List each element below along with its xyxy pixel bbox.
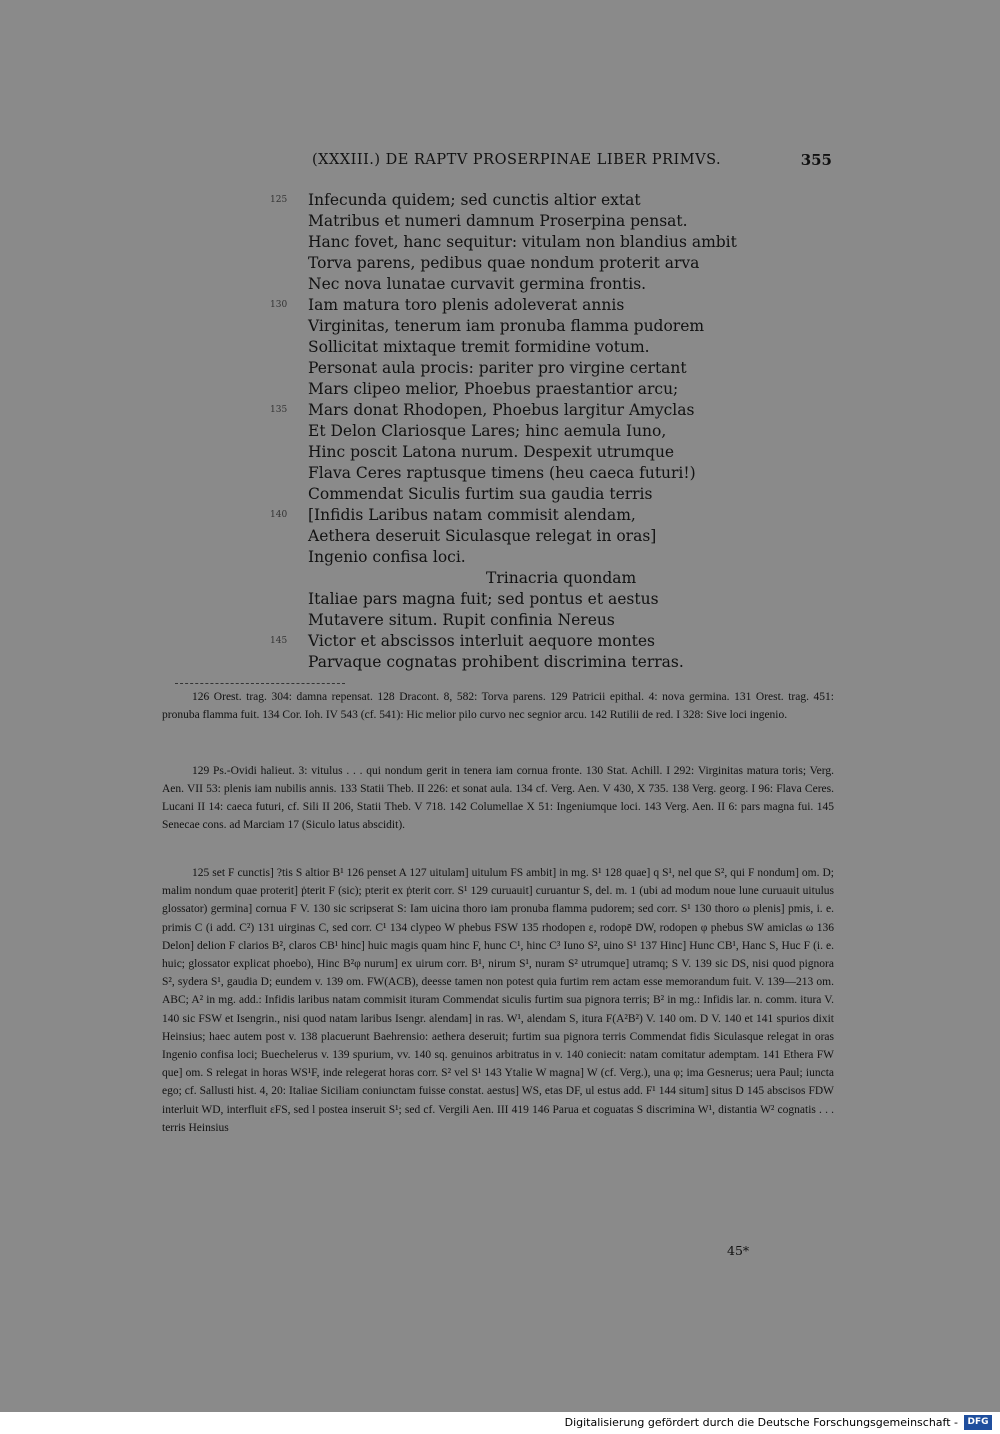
verse-line-text: Ingenio confisa loci. (308, 548, 466, 566)
verse-line-text: Et Delon Clariosque Lares; hinc aemula Iuno, (308, 422, 667, 440)
signature-mark: 45* (727, 1243, 750, 1258)
verse-text (270, 190, 830, 673)
running-title: (XXXIII.) DE RAPTV PROSERPINAE LIBER PRIMVS. (312, 152, 722, 168)
page-number: 355 (800, 151, 832, 169)
verse-line-text: Flava Ceres raptusque timens (heu caeca futuri!) (308, 464, 696, 482)
line-number: 140 (270, 510, 288, 520)
verse-line (270, 547, 830, 568)
verse-line (270, 568, 830, 589)
line-number: 130 (270, 300, 288, 310)
verse-line (270, 463, 830, 484)
verse-line (270, 442, 830, 463)
testimonia-paragraph-1: 126 Orest. trag. 304: damna repensat. 128 Dracont. 8, 582: Torva parens. 129 Patricii epithal. 4: nova germina. 131 Orest. trag. 451: pronuba flamma fuit. 134 Cor. Ioh. IV 543 (cf. 541): Hic melior pilo curvo nec segnior arcu. 142 Rutilii de red. I 328: Sive loci ingenio. (162, 691, 834, 721)
verse-line-text: Hanc fovet, hanc sequitur: vitulam non blandius ambit (308, 233, 737, 251)
verse-line-text: Mars donat Rhodopen, Phoebus largitur Amyclas (308, 401, 695, 419)
verse-line-text: [Infidis Laribus natam commisit alendam, (308, 506, 636, 524)
dfg-logo[interactable]: DFG (964, 1415, 992, 1430)
verse-line (270, 274, 830, 295)
running-header (160, 152, 832, 176)
verse-line (270, 610, 830, 631)
verse-line-text: Trinacria quondam (486, 569, 637, 587)
verse-line (270, 589, 830, 610)
verse-line-text: Sollicitat mixtaque tremit formidine votum. (308, 338, 650, 356)
verse-line (270, 232, 830, 253)
footer-bar (0, 1412, 1000, 1434)
verse-line (270, 421, 830, 442)
verse-line-text: Virginitas, tenerum iam pronuba flamma pudorem (308, 317, 705, 335)
line-number: 135 (270, 405, 288, 415)
verse-line-text: Matribus et numeri damnum Proserpina pensat. (308, 212, 688, 230)
verse-line-text: Nec nova lunatae curvavit germina frontis. (308, 275, 647, 293)
verse-line-text: Italiae pars magna fuit; sed pontus et aestus (308, 590, 659, 608)
verse-line-text: Torva parens, pedibus quae nondum proterit arva (308, 254, 700, 272)
testimonia-notes-1 (162, 688, 834, 724)
verse-line (270, 190, 830, 211)
verse-line (270, 358, 830, 379)
verse-line-text: Commendat Siculis furtim sua gaudia terris (308, 485, 653, 503)
line-number: 145 (270, 636, 288, 646)
apparatus-paragraph: 125 set F cunctis] ?tis S altior B¹ 126 penset A 127 uitulam] uitulum FS ambit] in mg. S¹ 128 quae] q S¹, nel que S², qui F nondum] om. D; malim nondum quae proterit] ṗterit F (sic); pterit ex ṗterit corr. S¹ 129 curuauit] curuantur S, del. m. 1 (ubi ad modum noue lune curuauit uitulus glossator) germina] cornua F V. 130 sic scripserat S: Iam uicina thoro iam pronuba flamma pudorem; sed corr. S¹ 130 thoro ω plenis] pmis, i. e. primis C (i add. C²) 131 uirginas C, sed corr. C¹ 134 clypeo W phebus FSW 135 rhodopen ε, rodopē DW, rodopen φ phebus SW amiclas ω 136 Delon] delion F clarios B², claros CB¹ hinc] huic magis quam hinc F, hunc C¹, hinc C³ Iuno S², uino S¹ 137 Hinc] Hunc CB¹, Hanc S, Huc F (i. e. huic; glossator explicat phoebo), Hinc B²φ nurum] ex uirum corr. B¹, nirum S¹, nuram S² utrumque] utramq; S V. 139 sic DS, nisi quod pignora S², sydera S¹, gaudia D; eundem v. 139 om. FW(ACB), deesse tamen non potest quia furtim rem actam esse memorandum fuit. V. 139—213 om. ABC; A² in mg. add.: Infidis laribus natam commisit ituram Commendat siculis furtim sua pignora terris; B² in mg.: Infidis lar. n. comm. itura V. 140 sic FSW et Isengrin., nisi quod natam laribus Isengr. alendam] in ras. W¹, alendam S, itura F(A²B²) V. 140 om. D V. 140 et 141 spurios dixit Heinsius; haec autem post v. 138 placuerunt Baehrensio: aethera deseruit; furtim sua pignora terris Commendat fidis Siculasque relegat in oras Ingenio confisa loci; Buechelerus v. 139 spurium, vv. 140 sq. genuinos arbitratus in v. 140 coniecit: natam comitatur ademptam. 141 Ethera FW que] om. S relegat in horas WS¹F, inde relegerat horas corr. S² vel S¹ 143 Ytalie W magna] W (cf. Verg.), una φ; ima Gesnerus; uera Paul; iuncta ego; cf. Sallusti hist. 4, 20: Italiae Siciliam coniunctam fuisse constat. aestus] WS, etas DF, ul estus add. F¹ 144 situm] situs D 145 abscisos FDW interluit WD, interfluit εFS, sed l postea inseruit S¹; sed cf. Vergili Aen. III 419 146 Parua et coguatas S discrimina W¹, distantia W² cognatis . . . terris Heinsius (162, 867, 834, 1134)
verse-line (270, 295, 830, 316)
footer-funding-text: Digitalisierung gefördert durch die Deutsche Forschungsgemeinschaft - (564, 1416, 958, 1429)
verse-line-text: Hinc poscit Latona nurum. Despexit utrumque (308, 443, 675, 461)
verse-line-text: Victor et abscissos interluit aequore montes (308, 632, 655, 650)
testimonia-notes-2 (162, 762, 834, 834)
line-number: 125 (270, 195, 288, 205)
verse-line (270, 400, 830, 421)
verse-line (270, 652, 830, 673)
testimonia-paragraph-2: 129 Ps.-Ovidi halieut. 3: vitulus . . . qui nondum gerit in tenera iam cornua fronte. 130 Stat. Achill. I 292: Virginitas matura toris; Verg. Aen. VII 53: plenis iam nubilis annis. 133 Statii Theb. II 226: et sonat aula. 134 cf. Verg. Aen. V 430, X 735. 138 Verg. georg. I 96: Flava Ceres. Lucani II 14: caeca futuri, cf. Sili II 206, Statii Theb. V 718. 142 Columellae X 51: Ingeniumque loci. 143 Verg. Aen. II 6: pars magna fui. 145 Senecae cons. ad Marciam 17 (Siculo latus abscidit). (162, 765, 834, 831)
verse-line (270, 526, 830, 547)
verse-line (270, 631, 830, 652)
verse-line (270, 253, 830, 274)
verse-line-text: Mutavere situm. Rupit confinia Nereus (308, 611, 615, 629)
verse-line (270, 316, 830, 337)
critical-apparatus (162, 864, 834, 1137)
verse-line (270, 337, 830, 358)
verse-line-text: Mars clipeo melior, Phoebus praestantior arcu; (308, 380, 679, 398)
verse-line-text: Personat aula procis: pariter pro virgine certant (308, 359, 687, 377)
verse-line (270, 505, 830, 526)
verse-line (270, 211, 830, 232)
verse-line (270, 484, 830, 505)
verse-line (270, 379, 830, 400)
verse-line-text: Infecunda quidem; sed cunctis altior extat (308, 191, 641, 209)
verse-line-text: Iam matura toro plenis adoleverat annis (308, 296, 625, 314)
verse-line-text: Aethera deseruit Siculasque relegat in oras] (308, 527, 657, 545)
separator-rule (175, 683, 345, 684)
verse-line-text: Parvaque cognatas prohibent discrimina terras. (308, 653, 684, 671)
